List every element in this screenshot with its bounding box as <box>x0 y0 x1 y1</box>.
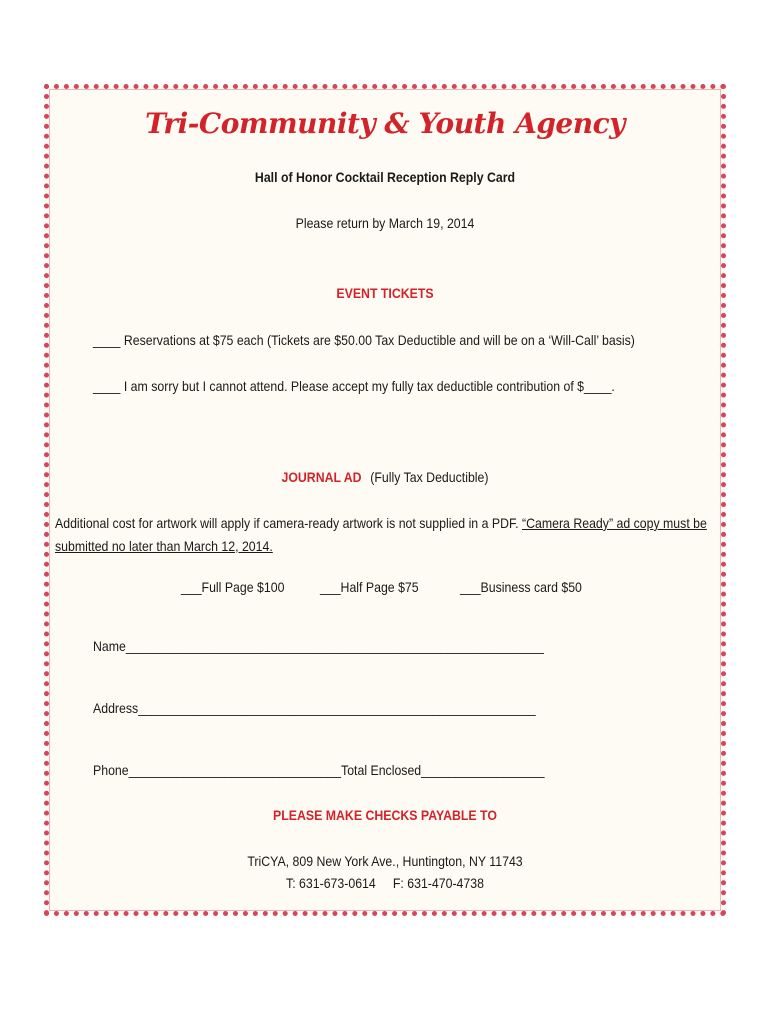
address-field[interactable]: Address__________________________________________________________ <box>93 700 536 716</box>
artwork-deadline-line: submitted no later than March 12, 2014. <box>55 538 273 554</box>
journal-ad-note: (Fully Tax Deductible) <box>370 469 489 485</box>
ad-option-full-page[interactable]: ___Full Page $100 <box>181 579 285 595</box>
name-field[interactable]: Name_____________________________________________________________ <box>93 638 544 654</box>
event-tickets-heading: EVENT TICKETS <box>336 285 434 301</box>
return-deadline: Please return by March 19, 2014 <box>295 215 475 231</box>
journal-ad-heading-row <box>89 469 680 485</box>
artwork-note-line1 <box>55 515 707 531</box>
card-subtitle: Hall of Honor Cocktail Reception Reply Card <box>254 169 516 185</box>
payable-address: TriCYA, 809 New York Ave., Huntington, NY 11743 <box>247 853 523 869</box>
cannot-attend-line[interactable]: ____ I am sorry but I cannot attend. Please accept my fully tax deductible contribution of $____. <box>93 378 615 394</box>
phone-total-field[interactable]: Phone_______________________________Total Enclosed__________________ <box>93 762 545 778</box>
org-title: Tri-Community & Youth Agency <box>145 107 625 140</box>
reply-card <box>44 84 726 916</box>
payable-phone-fax: T: 631-673-0614 F: 631-470-4738 <box>286 875 484 891</box>
camera-ready-note: “Camera Ready” ad copy must be <box>521 515 707 531</box>
reservations-line[interactable]: ____ Reservations at $75 each (Tickets are $50.00 Tax Deductible and will be on a ‘Will-Call’ basis) <box>93 332 635 348</box>
ad-option-half-page[interactable]: ___Half Page $75 <box>320 579 419 595</box>
ad-option-business-card[interactable]: ___Business card $50 <box>460 579 582 595</box>
artwork-note-text: Additional cost for artwork will apply if camera-ready artwork is not supplied in a PDF. <box>55 515 522 531</box>
journal-ad-heading: JOURNAL AD <box>281 469 362 485</box>
payable-heading: PLEASE MAKE CHECKS PAYABLE TO <box>273 807 497 823</box>
